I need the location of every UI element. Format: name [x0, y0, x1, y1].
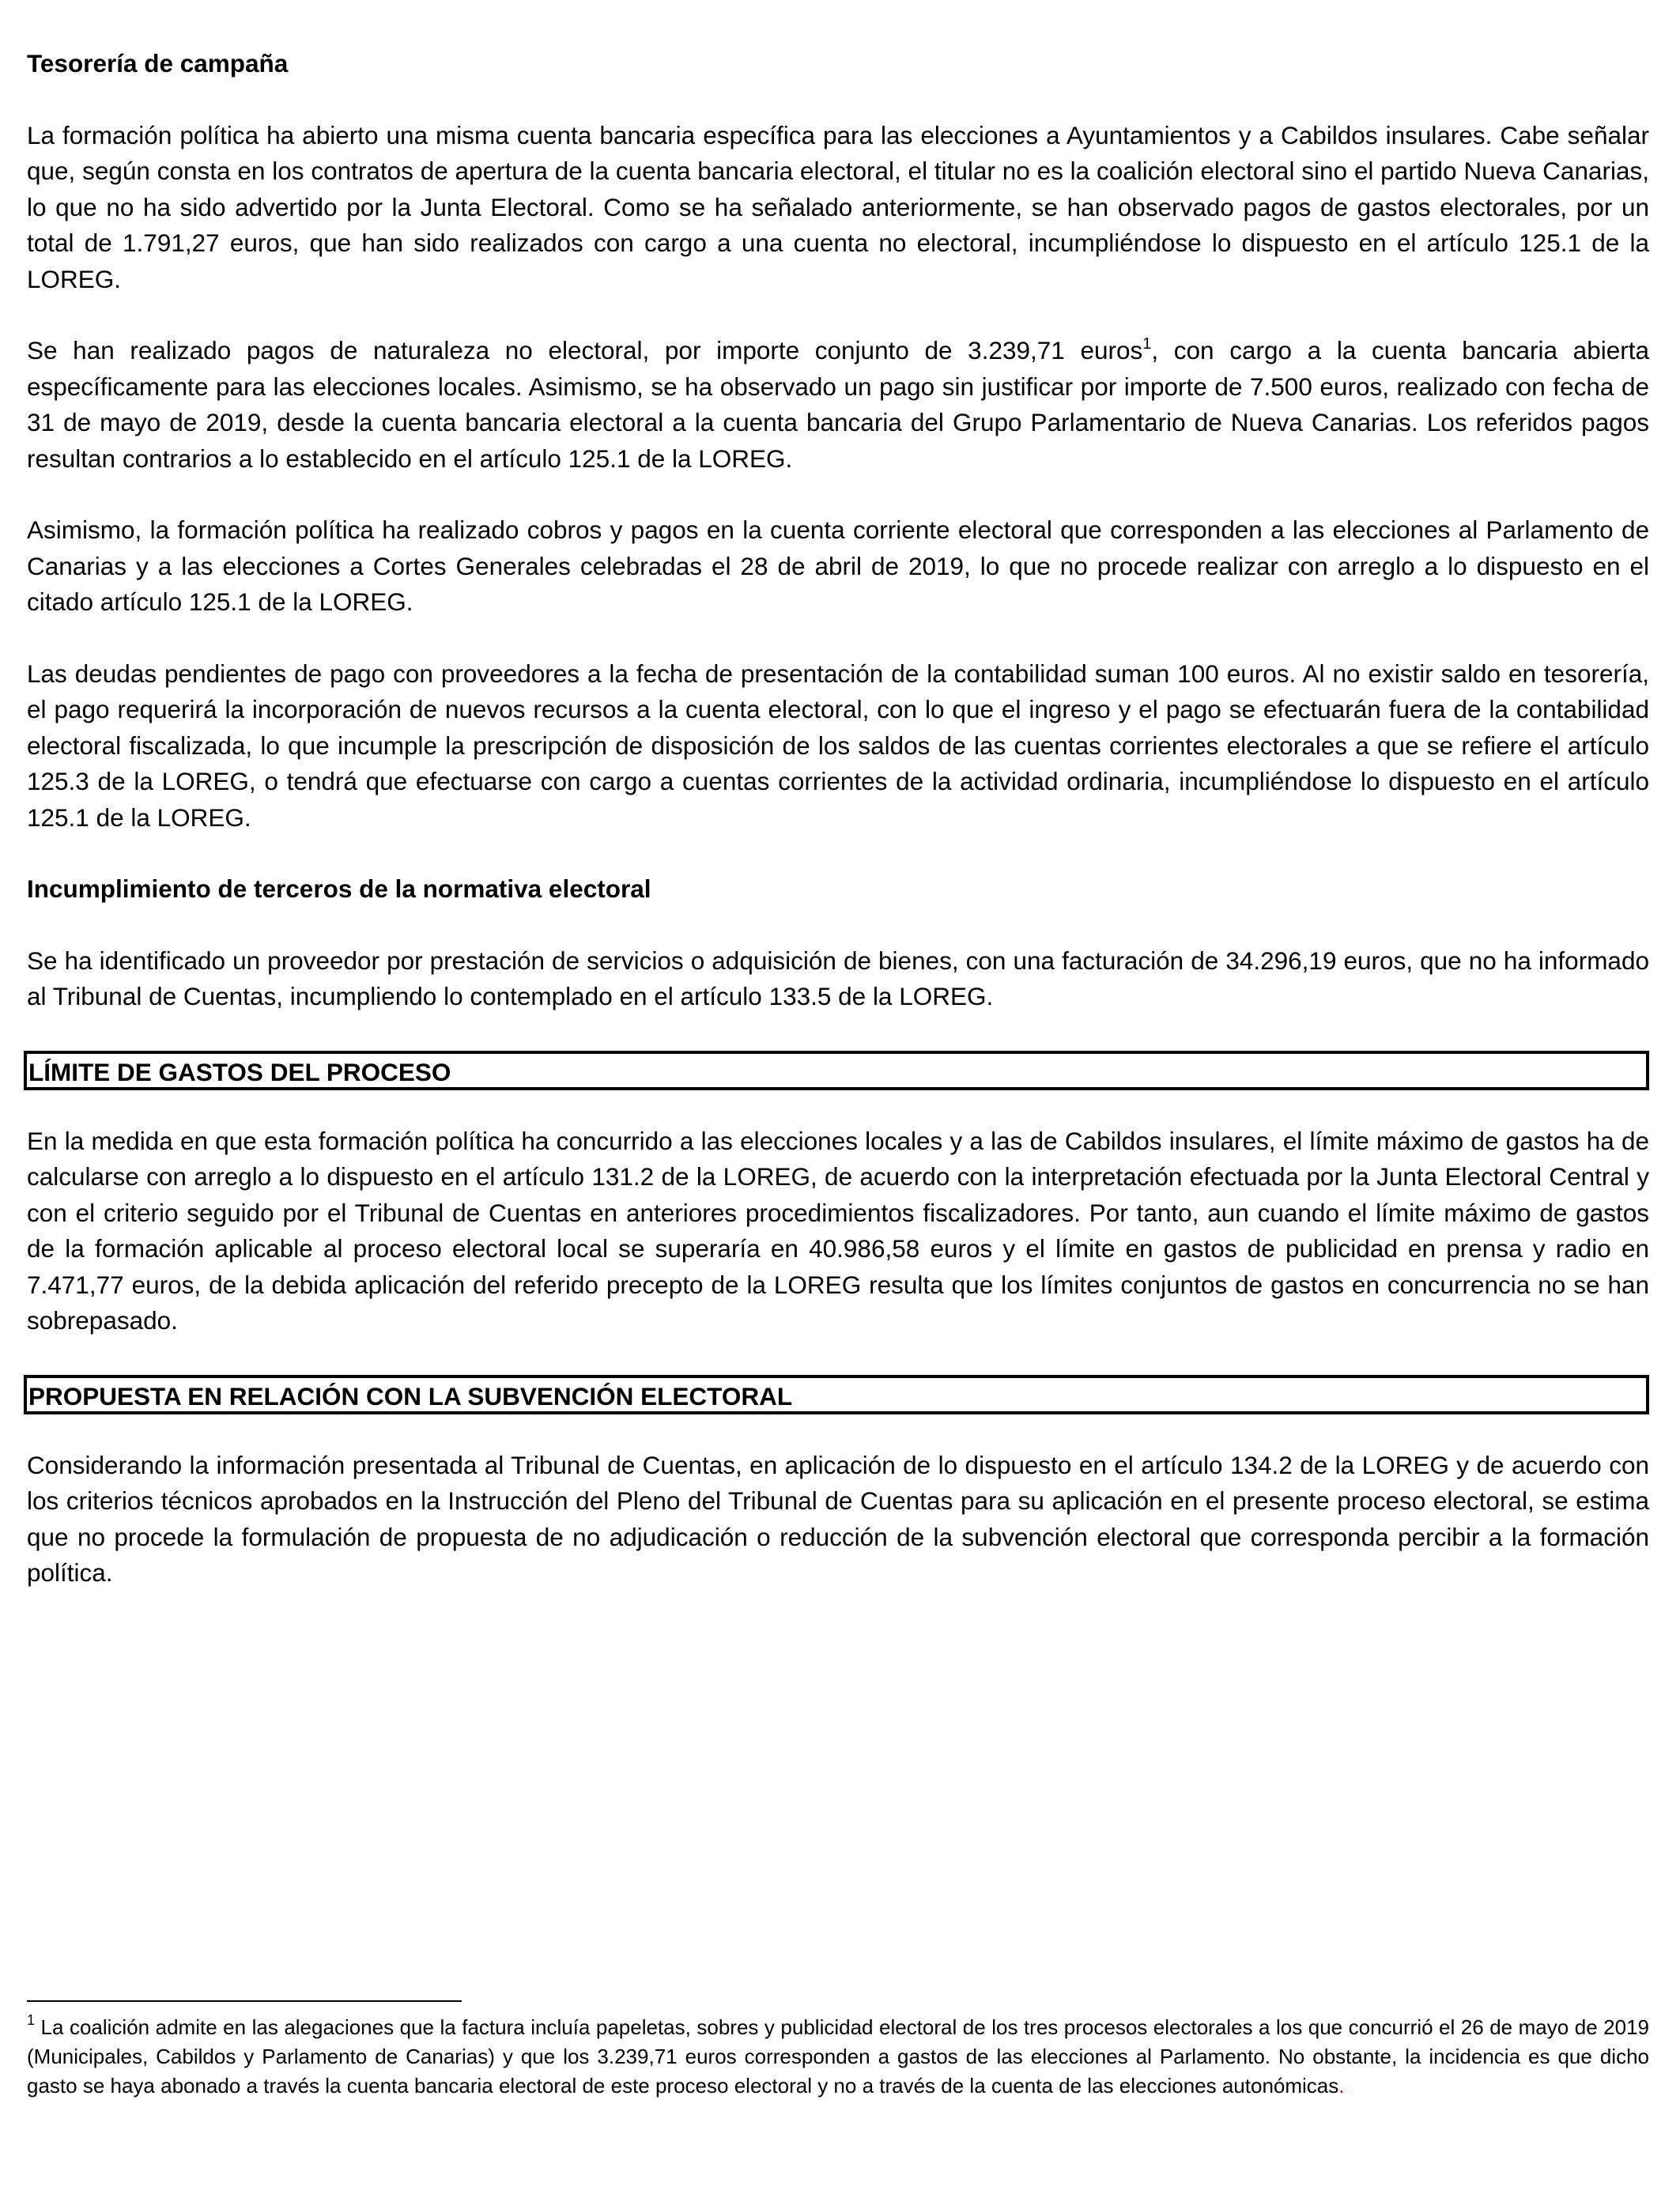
document-page: [27, 46, 1649, 1627]
footnote-reference[interactable]: 1: [1142, 334, 1152, 353]
section-heading-limite-gastos: LÍMITE DE GASTOS DEL PROCESO: [24, 1051, 1649, 1090]
section-heading-tesoreria: Tesorería de campaña: [27, 49, 289, 77]
footnote-number: 1: [27, 2012, 36, 2029]
paragraph-tesoreria-2: [27, 333, 1649, 477]
section-heading-terceros: Incumplimiento de terceros de la normativa electoral: [27, 874, 651, 903]
paragraph-limite-1: En la medida en que esta formación política ha concurrido a las elecciones locales y a las de Cabildos insulares, el límite máximo de gastos ha de calcularse con arreglo a lo dispuesto en el artículo 131.2 de la LOREG, de acuerdo con la interpretación efectuada por la Junta Electoral Central y con el criterio seguido por el Tribunal de Cuentas en anteriores procedimientos fiscalizadores. Por tanto, aun cuando el límite máximo de gastos de la formación aplicable al proceso electoral local se superaría en 40.986,58 euros y el límite en gastos de publicidad en prensa y radio en 7.471,77 euros, de la debida aplicación del referido precepto de la LOREG resulta que los límites conjuntos de gastos en concurrencia no se han sobrepasado.: [27, 1126, 1649, 1335]
footnote-text: La coalición admite en las alegaciones que la factura incluía papeletas, sobres y publicidad electoral de los tres procesos electorales a los que concurrió el 26 de mayo de 2019 (Municipales, Cabildos y Parlamento de Canarias) y que los 3.239,71 euros corresponden a gastos de las elecciones al Parlamento. No obstante, la incidencia es que dicho gasto se haya abonado a través la cuenta bancaria electoral de este proceso electoral y no a través de la cuenta de las elecciones autonómicas: [27, 2015, 1649, 2098]
paragraph-tesoreria-2-end: , con cargo a la cuenta bancaria abierta específicamente para las elecciones locales. Asimismo, se ha observado un pago sin justificar por importe de 7.500 euros, realizado con fecha de 31 de mayo de 2019, desde la cuenta bancaria electoral a la cuenta bancaria del Grupo Parlamentario de Nueva Canarias. Los referidos pagos resultan contrarios a lo establecido en el artículo 125.1 de la LOREG.: [27, 336, 1649, 473]
footnote-1: [27, 2013, 1649, 2101]
paragraph-tesoreria-2-start: Se han realizado pagos de naturaleza no electoral, por importe conjunto de 3.239,71 euros: [27, 336, 1143, 364]
section-heading-propuesta: PROPUESTA EN RELACIÓN CON LA SUBVENCIÓN ELECTORAL: [24, 1375, 1649, 1414]
footnote-divider: [27, 2000, 462, 2002]
paragraph-terceros-1: Se ha identificado un proveedor por prestación de servicios o adquisición de bienes, con una facturación de 34.296,19 euros, que no ha informado al Tribunal de Cuentas, incumpliendo lo contemplado en el artículo 133.5 de la LOREG.: [27, 946, 1649, 1010]
footnote-area: [27, 2000, 1649, 2101]
footnote-end-mark: .: [1338, 2074, 1345, 2098]
paragraph-propuesta-1: Considerando la información presentada al Tribunal de Cuentas, en aplicación de lo dispuesto en el artículo 134.2 de la LOREG y de acuerdo con los criterios técnicos aprobados en la Instrucción del Pleno del Tribunal de Cuentas para su aplicación en el presente proceso electoral, se estima que no procede la formulación de propuesta de no adjudicación o reducción de la subvención electoral que corresponda percibir a la formación política.: [27, 1450, 1649, 1587]
paragraph-tesoreria-3: Asimismo, la formación política ha realizado cobros y pagos en la cuenta corriente electoral que corresponden a las elecciones al Parlamento de Canarias y a las elecciones a Cortes Generales celebradas el 28 de abril de 2019, lo que no procede realizar con arreglo a lo dispuesto en el citado artículo 125.1 de la LOREG.: [27, 515, 1649, 616]
paragraph-tesoreria-1: La formación política ha abierto una misma cuenta bancaria específica para las elecciones a Ayuntamientos y a Cabildos insulares. Cabe señalar que, según consta en los contratos de apertura de la cuenta bancaria electoral, el titular no es la coalición electoral sino el partido Nueva Canarias, lo que no ha sido advertido por la Junta Electoral. Como se ha señalado anteriormente, se han observado pagos de gastos electorales, por un total de 1.791,27 euros, que han sido realizados con cargo a una cuenta no electoral, incumpliéndose lo dispuesto en el artículo 125.1 de la LOREG.: [27, 120, 1649, 293]
paragraph-tesoreria-4: Las deudas pendientes de pago con proveedores a la fecha de presentación de la contabilidad suman 100 euros. Al no existir saldo en tesorería, el pago requerirá la incorporación de nuevos recursos a la cuenta electoral, con lo que el ingreso y el pago se efectuarán fuera de la contabilidad electoral fiscalizada, lo que incumple la prescripción de disposición de los saldos de las cuentas corrientes electorales a que se refiere el artículo 125.3 de la LOREG, o tendrá que efectuarse con cargo a cuentas corrientes de la actividad ordinaria, incumpliéndose lo dispuesto en el artículo 125.1 de la LOREG.: [27, 659, 1649, 832]
